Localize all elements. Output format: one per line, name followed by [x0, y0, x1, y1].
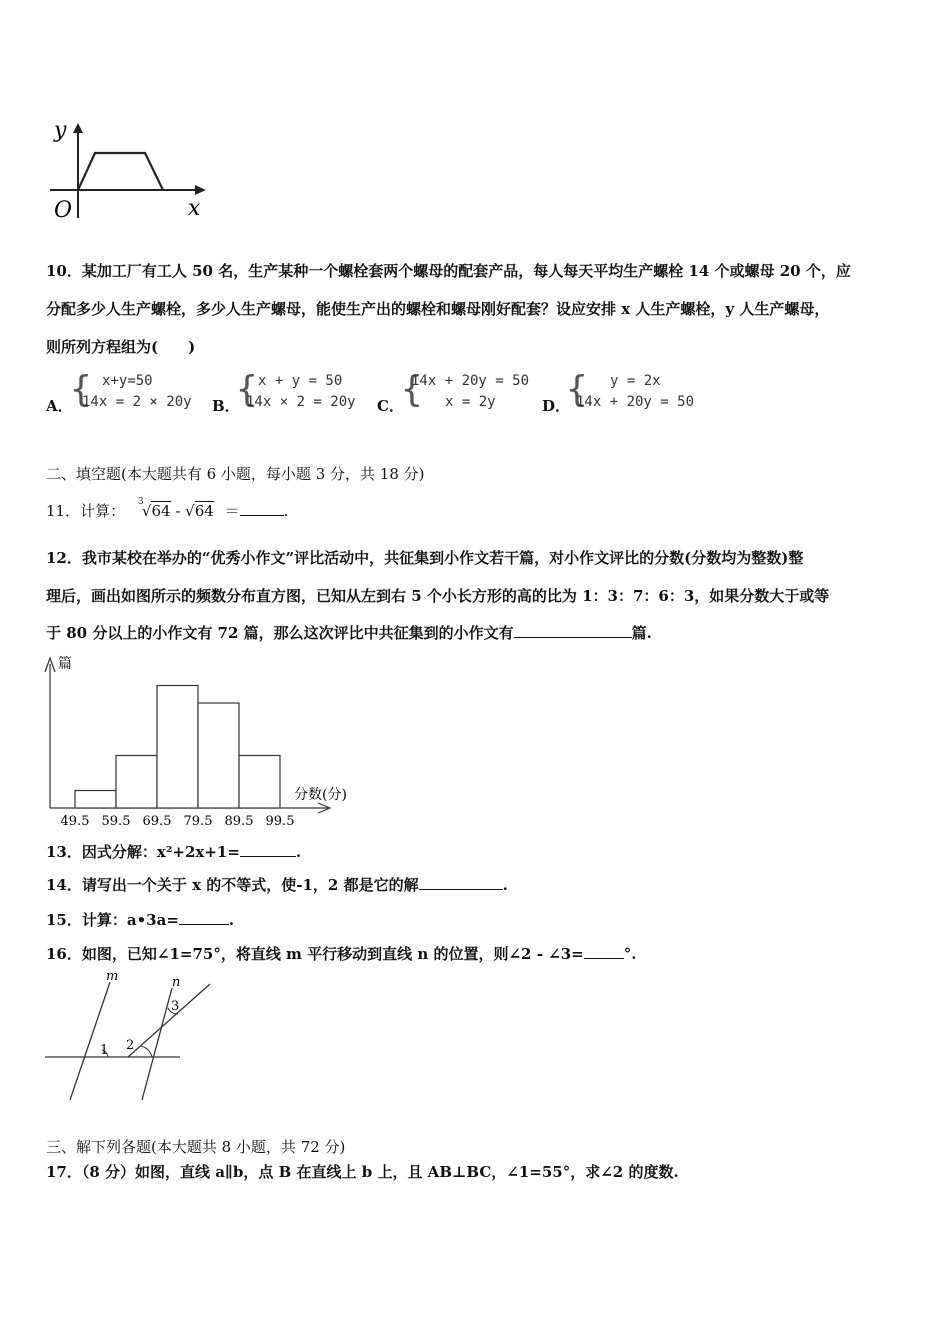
q16-label-n: n	[172, 975, 181, 990]
q13-answer-blank[interactable]	[240, 842, 296, 857]
q16-label-2: 2	[126, 1038, 135, 1053]
q10-option-c-eq2: x = 2y	[445, 394, 496, 410]
q9-y-label: y	[54, 118, 67, 143]
q10-line-2: 分配多少人生产螺栓，多少人生产螺母，能使生产出的螺栓和螺母刚好配套？设应安排 x 人生产螺栓，y 人生产螺母，	[46, 300, 830, 318]
q10-option-a-system	[70, 370, 200, 414]
hist-x-label: 分数(分)	[294, 787, 347, 803]
q16-label-3: 3	[171, 999, 180, 1014]
q10-option-c-eq1: 14x + 20y = 50	[411, 373, 530, 389]
q9-origin-label: O	[54, 198, 73, 223]
q11-line: 11．计算： 3 √64 - √64 ＝ .	[46, 501, 288, 521]
q11-root-index: 3	[137, 497, 144, 507]
q12-line-3-text: 于 80 分以上的小作文有 72 篇，那么这次评比中共征集到的小作文有	[46, 624, 514, 642]
q14-end: .	[502, 876, 508, 894]
q16-angle-2-arc	[140, 1046, 152, 1057]
q16-end: °.	[623, 945, 637, 963]
q9-x-label: x	[188, 196, 201, 221]
q13-end: .	[295, 843, 302, 861]
hist-tick-label: 49.5	[60, 814, 90, 829]
q10-option-b-eq2: 14x × 2 = 20y	[246, 394, 356, 410]
q12-line-3-end: 篇.	[631, 624, 652, 642]
q10-option-a-eq2: 14x = 2 × 20y	[82, 394, 192, 410]
q10-option-c-letter: C．	[377, 397, 404, 415]
q10-option-d-system	[566, 370, 701, 414]
q16-label-1: 1	[100, 1043, 109, 1058]
q10-option-b-system	[236, 370, 366, 414]
q14-label: 14．请写出一个关于 x 的不等式，使-1，2 都是它的解	[46, 876, 419, 894]
q16-parallel-lines-figure	[40, 970, 230, 1105]
q10-option-d-eq1: y = 2x	[610, 373, 661, 389]
hist-bar-1	[75, 791, 116, 809]
q11-radicand-2: 64	[194, 502, 214, 520]
q12-histogram-chart	[40, 652, 370, 832]
section-3-title: 三、解下列各题(本大题共 8 小题，共 72 分)	[46, 1138, 346, 1156]
q11-label: 11．计算：	[46, 502, 126, 520]
q11-end: .	[283, 502, 289, 520]
q15-end: .	[228, 911, 235, 929]
q9-y-arrow	[73, 123, 83, 133]
q9-x-arrow	[195, 185, 206, 195]
q13-expr: x²+2x+1=	[156, 843, 240, 861]
q10-option-c-system	[401, 370, 536, 414]
hist-tick-label: 59.5	[101, 814, 131, 829]
q10-option-d-letter: D．	[542, 397, 571, 415]
hist-bar-2	[116, 756, 157, 809]
q10-option-d-eq2: 14x + 20y = 50	[576, 394, 695, 410]
q12-line-1: 12．我市某校在举办的“优秀小作文”评比活动中，共征集到小作文若干篇，对小作文评比的分数(分数均为整数)整	[46, 549, 804, 567]
q16-line	[46, 944, 636, 964]
q11-radicand-1: 64	[151, 502, 171, 520]
q10-option-b-eq1: x + y = 50	[258, 373, 343, 389]
q10-option-a-brace: {	[70, 369, 92, 410]
q15-answer-blank[interactable]	[179, 910, 229, 925]
q16-label-m: m	[106, 970, 119, 984]
hist-tick-label: 89.5	[224, 814, 254, 829]
q10-option-a-eq1: x+y=50	[102, 373, 153, 389]
q9-trapezoid-path	[78, 153, 163, 190]
q16-line-n	[142, 988, 172, 1100]
q11-cube-root: 3 √64	[138, 501, 171, 521]
q11-answer-blank[interactable]	[240, 501, 284, 516]
q15-label: 15．计算：	[46, 911, 127, 929]
q10-option-d-brace: {	[566, 369, 588, 410]
q13-line	[46, 842, 301, 862]
q11-equals: ＝	[224, 502, 240, 520]
hist-bar-4	[198, 703, 239, 808]
q14-line	[46, 875, 508, 895]
q10-line-1: 10．某加工厂有工人 50 名，生产某种一个螺栓套两个螺母的配套产品，每人每天平均生产螺栓 14 个或螺母 20 个，应	[46, 262, 851, 280]
q15-expr: a•3a=	[126, 911, 179, 929]
section-2-title: 二、填空题(本大题共有 6 小题，每小题 3 分，共 18 分)	[46, 465, 425, 483]
q10-option-b-letter: B．	[212, 397, 240, 415]
hist-tick-label: 79.5	[183, 814, 213, 829]
q10-option-c-brace: {	[401, 369, 423, 410]
hist-y-label: 篇	[58, 656, 72, 672]
q9-graph-figure	[40, 115, 215, 225]
q14-answer-blank[interactable]	[419, 875, 503, 890]
q10-line-3: 则所列方程组为( )	[46, 338, 196, 356]
q13-label: 13．因式分解：	[46, 843, 157, 861]
q12-line-2: 理后，画出如图所示的频数分布直方图，已知从左到右 5 个小长方形的高的比为 1：3：7：6：3，如果分数大于或等	[46, 587, 830, 605]
q11-minus: -	[175, 502, 181, 520]
hist-bar-3	[157, 686, 198, 809]
q16-answer-blank[interactable]	[584, 944, 624, 959]
q16-line-m	[70, 982, 110, 1100]
q12-line-3	[46, 623, 652, 643]
q10-option-b-brace: {	[236, 369, 258, 410]
q16-text: 16．如图，已知∠1=75°，将直线 m 平行移动到直线 n 的位置，则∠2 - ∠3=	[46, 945, 584, 963]
hist-bar-5	[239, 756, 280, 809]
hist-tick-label: 99.5	[265, 814, 295, 829]
q10-option-a-letter: A．	[46, 397, 73, 415]
q15-line	[46, 910, 234, 930]
q17-line: 17．（8 分）如图，直线 a∥b，点 B 在直线上 b 上，且 AB⊥BC，∠1=55°，求∠2 的度数.	[46, 1163, 679, 1181]
hist-tick-label: 69.5	[142, 814, 172, 829]
q12-answer-blank[interactable]	[514, 623, 632, 638]
